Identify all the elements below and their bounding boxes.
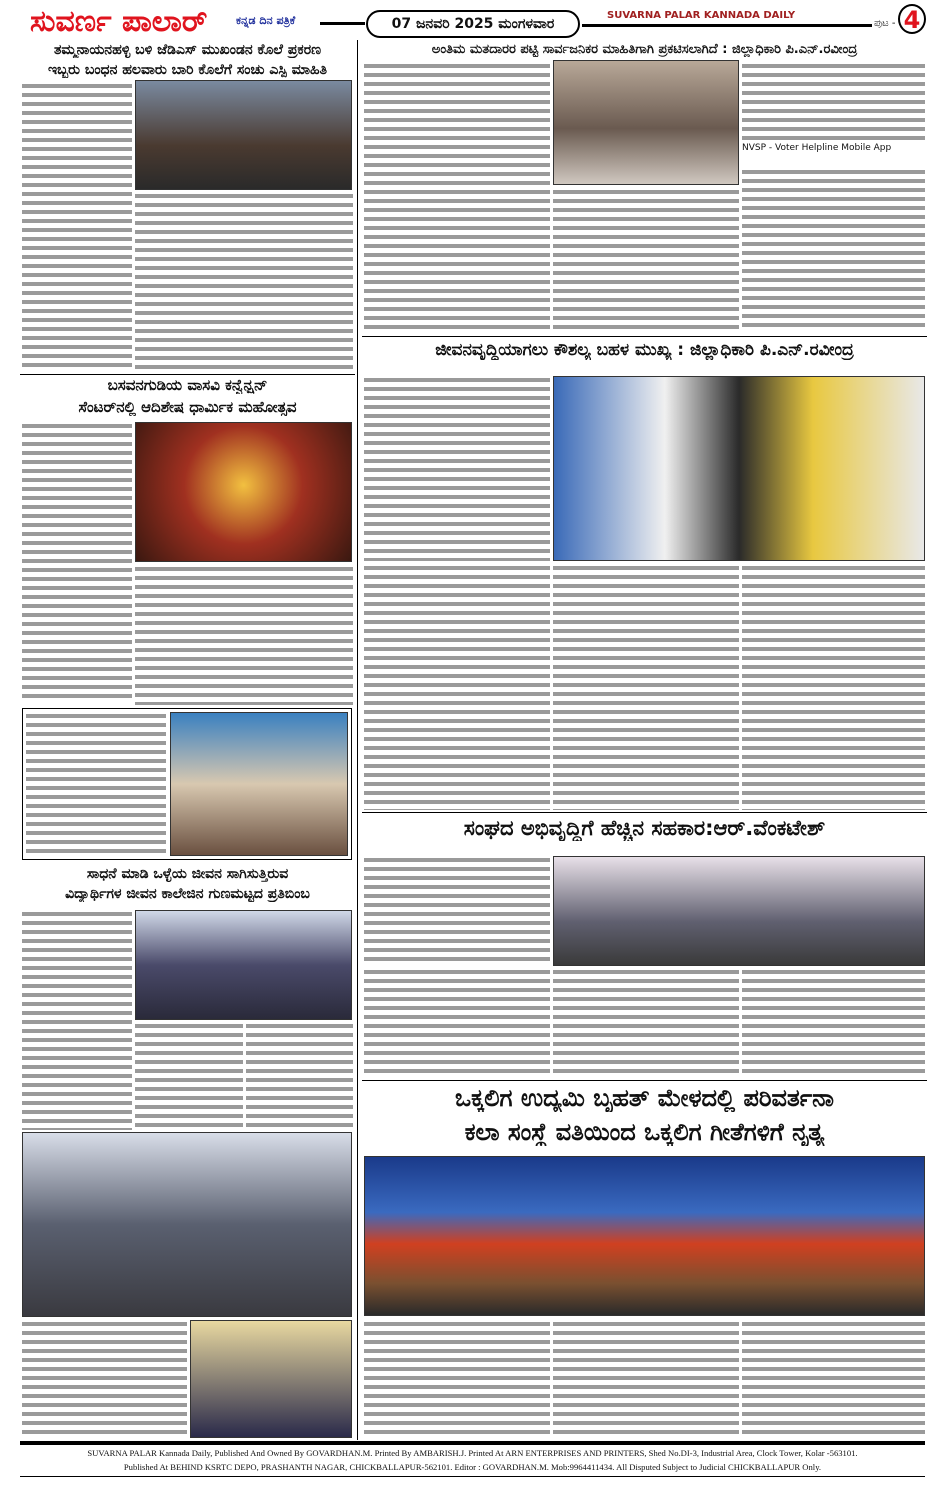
article-body (553, 564, 739, 810)
article-body (364, 564, 550, 810)
divider (582, 24, 872, 27)
date-box (366, 10, 580, 38)
article-body (22, 82, 132, 372)
voter-helpline-snippet: NVSP - Voter Helpline Mobile App (742, 143, 925, 154)
article-body (364, 62, 550, 332)
lamp-lighting-photo (553, 376, 925, 561)
footer-imprint-line1: SUVARNA PALAR Kannada Daily, Published And Owned By GOVARDHAN.M. Printed By AMBARISH.J. Printed At ARN ENTERPRISES AND PRINTERS, Shed No.DI-3, Industrial Area, Clock Tower, Kolar -563101. (87, 1448, 858, 1458)
article-body (135, 565, 353, 705)
article-body (742, 968, 925, 1078)
article-body (742, 168, 925, 332)
article-body (26, 712, 166, 856)
subheadline: ಕಲಾ ಸಂಸ್ಥೆ ವತಿಯಿಂದ ಒಕ್ಕಲಿಗ ಗೀತೆಗಳಿಗೆ ನೃತ್ಯ (464, 1118, 825, 1146)
article-body (22, 422, 132, 702)
subheadline: ಇಬ್ಬರು ಬಂಧನ ಹಲವಾರು ಬಾರಿ ಕೊಲೆಗೆ ಸಂಚು ಎಸ್ಪಿ ಮಾಹಿತಿ (47, 62, 328, 78)
divider (20, 374, 355, 375)
headline: ಜೀವನವೃದ್ಧಿಯಾಗಲು ಕೌಶಲ್ಯ ಬಹಳ ಮುಖ್ಯ : ಜಿಲ್ಲಾಧಿಕಾರಿ ಪಿ.ಎನ್.ರವೀಂದ್ರ (435, 340, 854, 360)
divider (362, 336, 927, 337)
english-name: SUVARNA PALAR KANNADA DAILY (607, 10, 796, 21)
article-body (553, 188, 739, 332)
college-event-photo (135, 910, 352, 1020)
felicitation-photo (190, 1320, 352, 1438)
masthead-tagline: ಕನ್ನಡ ದಿನ ಪತ್ರಿಕೆ (236, 14, 296, 27)
divider (320, 22, 365, 25)
group-photo (22, 1132, 352, 1317)
press-meet-photo (135, 80, 352, 190)
article-body (364, 376, 550, 561)
headline: ತಮ್ಮನಾಯನಹಳ್ಳಿ ಬಳಿ ಜೆಡಿಎಸ್ ಮುಖಂಡನ ಕೊಲೆ ಪ್ರಕರಣ (53, 42, 322, 58)
expo-award-photo (170, 712, 348, 856)
headline: ಸಂಘದ ಅಭಿವೃದ್ಧಿಗೆ ಹೆಚ್ಚಿನ ಸಹಕಾರ:ಆರ್.ವೆಂಕಟೇಶ್ (463, 816, 826, 840)
headline: ಬಸವನಗುಡಿಯ ವಾಸವಿ ಕನ್ವೆನ್ಷನ್ (107, 376, 268, 394)
headline: ಅಂತಿಮ ಮತದಾರರ ಪಟ್ಟಿ ಸಾರ್ವಜನಿಕರ ಮಾಹಿತಿಗಾಗಿ ಪ್ರಕಟಿಸಲಾಗಿದೆ : ಜಿಲ್ಲಾಧಿಕಾರಿ ಪಿ.ಎನ್.ರವೀಂದ್ರ (431, 42, 858, 57)
footer-imprint-line2: Published At BEHIND KSRTC DEPO, PRASHANTH NAGAR, CHICKBALLAPUR-562101. Editor : GOVARDHAN.M. Mob:9964411434. All Disputed Subject to Judicial CHICKBALLAPUR Only. (123, 1462, 822, 1472)
headline: ಸಾಧನೆ ಮಾಡಿ ಒಳ್ಳೆಯ ಜೀವನ ಸಾಗಿಸುತ್ತಿರುವ (86, 866, 289, 882)
page-label: ಪುಟ - (874, 18, 896, 29)
masthead-title: ಸುವರ್ಣ ಪಾಲಾರ್ (30, 4, 208, 39)
divider (362, 812, 927, 813)
association-group-photo (553, 856, 925, 966)
subheadline: ಸೆಂಟರ್‌ನಲ್ಲಿ ಆದಿಶೇಷ ಧಾರ್ಮಿಕ ಮಹೋತ್ಸವ (78, 398, 297, 416)
article-body (22, 1320, 187, 1438)
temple-deity-photo (135, 422, 352, 562)
article-body (742, 1320, 925, 1438)
article-body (135, 1022, 243, 1130)
article-body (553, 1320, 739, 1438)
column-divider (357, 40, 358, 1440)
article-body (246, 1022, 353, 1130)
headline: ಒಕ್ಕಲಿಗ ಉದ್ಯಮಿ ಬೃಹತ್ ಮೇಳದಲ್ಲಿ ಪರಿವರ್ತನಾ (455, 1084, 834, 1112)
divider (362, 1080, 927, 1081)
dance-performance-photo (364, 1156, 925, 1316)
article-body (553, 968, 739, 1078)
footer-rule (20, 1476, 925, 1477)
subheadline: ವಿದ್ಯಾರ್ಥಿಗಳ ಜೀವನ ಕಾಲೇಜಿನ ಗುಣಮಟ್ಟದ ಪ್ರತಿಬಿಂಬ (65, 886, 310, 902)
meeting-photo (553, 60, 739, 185)
article-body (22, 910, 132, 1130)
article-body (742, 564, 925, 810)
page-number: 4 (898, 4, 926, 34)
article-body (135, 192, 353, 372)
issue-date: 07 ಜನವರಿ 2025 ಮಂಗಳವಾರ (391, 16, 555, 32)
article-body (364, 968, 550, 1078)
article-body (742, 62, 925, 142)
article-body (364, 856, 550, 964)
article-body (364, 1320, 550, 1438)
footer-rule (20, 1441, 925, 1445)
